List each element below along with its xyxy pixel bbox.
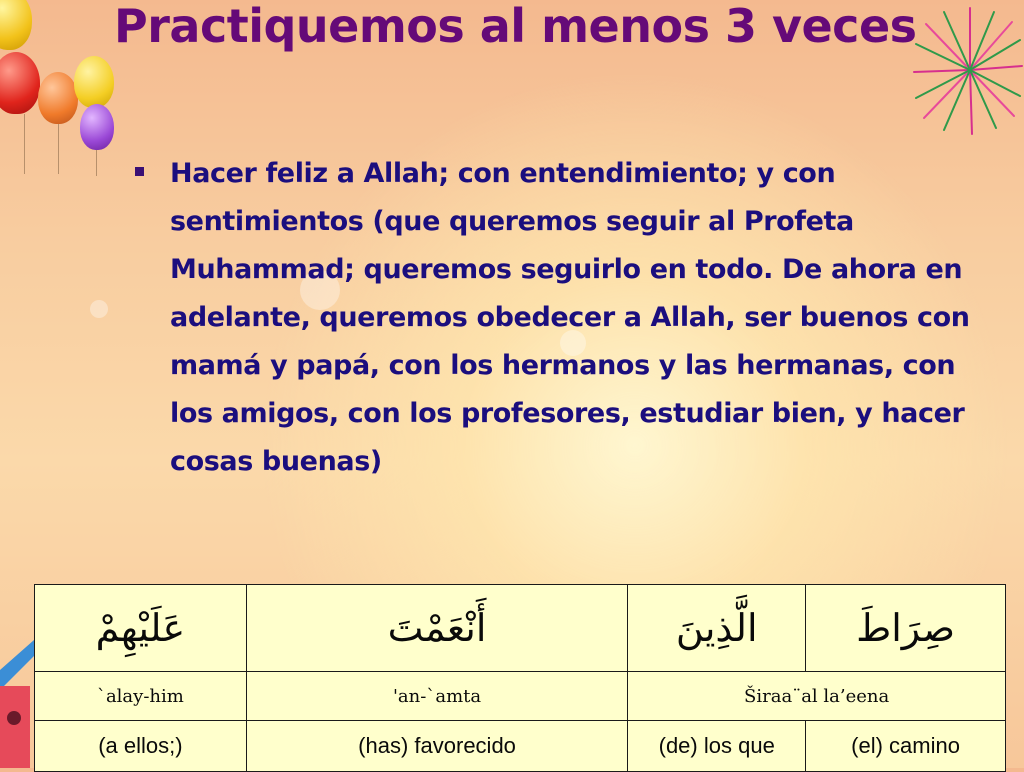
spanish-row: [35, 721, 1006, 772]
light-spot: [90, 300, 108, 318]
translation-cell: (el) camino: [806, 721, 1006, 772]
arabic-cell: صِرَاطَ: [806, 585, 1006, 672]
arabic-cell: أَنْعَمْتَ: [246, 585, 628, 672]
red-balloon: [0, 52, 40, 114]
translation-cell: (de) los que: [628, 721, 806, 772]
translation-cell: (has) favorecido: [246, 721, 628, 772]
transliteration-row: [35, 672, 1006, 721]
vocabulary-table: [34, 584, 1006, 772]
transliteration-cell: 'an-`amta: [246, 672, 628, 721]
bullet-text: Hacer feliz a Allah; con entendimiento; y con sentimientos (que queremos seguir al Profeta Muhammad; queremos seguirlo en todo. De ahora en adelante, queremos obedecer a Allah, ser buenos con mamá y papá, con los hermanos y las hermanas, con los amigos, con los profesores, estudiar bien, y hacer cosas buenas): [170, 158, 970, 477]
arabic-cell: الَّذِينَ: [628, 585, 806, 672]
yellow-balloon: [74, 56, 114, 108]
slide-title: Practiquemos al menos 3 veces: [114, 0, 917, 53]
arabic-cell: عَلَيْهِمْ: [35, 585, 247, 672]
translation-cell: (a ellos;): [35, 721, 247, 772]
purple-balloon: [80, 104, 114, 150]
arabic-row: [35, 585, 1006, 672]
balloon-string: [58, 124, 59, 174]
yellow-balloon: [0, 0, 32, 50]
balloon-string: [96, 150, 97, 176]
bullet-square-icon: [135, 167, 144, 176]
orange-balloon: [38, 72, 78, 124]
balloon-string: [24, 114, 25, 174]
transliteration-cell: Širaa¨al la’eena: [628, 672, 1006, 721]
balloons-decoration: [0, 0, 130, 180]
transliteration-cell: `alay-him: [35, 672, 247, 721]
